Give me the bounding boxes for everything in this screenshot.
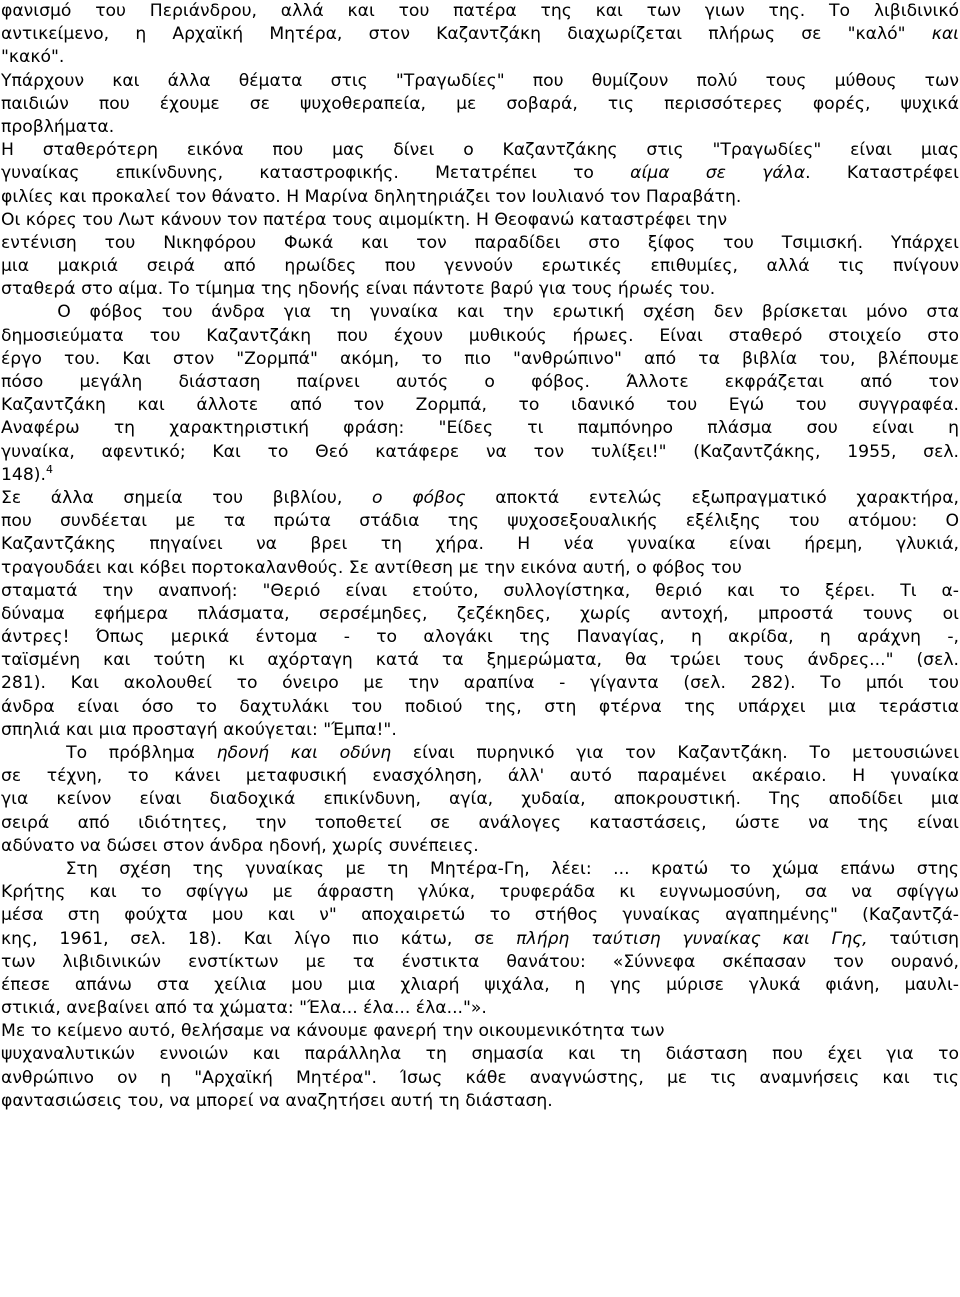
text-line xyxy=(1,301,959,324)
footnote-marker: 4 xyxy=(45,462,53,476)
text-line xyxy=(1,626,959,649)
text-line xyxy=(1,278,959,301)
text-line xyxy=(1,46,959,69)
text-segment: πόσο μεγάλη διάσταση παίρνει αυτός ο φόβος. Άλλοτε εκφράζεται από τον xyxy=(1,372,959,392)
text-line xyxy=(1,487,959,510)
italic-text: και xyxy=(931,24,959,45)
italic-text: ο φόβος xyxy=(371,487,466,508)
text-segment: σειρά από ιδιότητες, την τοποθετεί σε ανάλογες καταστάσεις, ώστε να της είναι xyxy=(1,812,959,833)
text-segment: ανθρώπινο ον η "Αρχαϊκή Μητέρα". Ίσως κάθε αναγνώστης, με τις αναμνήσεις και τις xyxy=(1,1067,959,1088)
text-segment: άνδρα είναι όσο το δαχτυλάκι του ποδιού της, στη φτέρνα της υπάρχει μια τεράστια xyxy=(1,696,959,717)
text-line xyxy=(1,139,959,162)
text-segment: γυναίκας επικίνδυνης, καταστροφικής. Μετατρέπει το xyxy=(1,163,631,184)
text-segment: στικιά, ανεβαίνει από τα χώματα: "Έλα... έλα... έλα..."». xyxy=(1,998,487,1019)
text-line xyxy=(1,162,959,185)
text-line xyxy=(1,1067,959,1090)
text-line xyxy=(1,951,959,974)
text-line xyxy=(1,371,959,394)
text-segment: αποκτά εντελώς εξωπραγματικό χαρακτήρα, xyxy=(465,487,959,508)
text-segment: ψυχαναλυτικών εννοιών και παράλληλα τη σημασία και τη διάσταση που έχει για το xyxy=(1,1044,959,1065)
text-segment: ταϊσμένη και τούτη κι αχόρταγη κατά τα ξημερώματα, θα τρώει τους άνδρες..." (σελ. xyxy=(1,650,959,671)
text-segment: Αναφέρω τη χαρακτηριστική φράση: "Είδες τι παμπόνηρο πλάσμα σου είναι η xyxy=(1,418,959,439)
text-line xyxy=(1,348,959,371)
text-segment: μια μακριά σειρά από ηρωίδες που γεννούν ερωτικές επιθυμίες, αλλά τις πνίγουν xyxy=(1,256,959,277)
text-segment: ταύτιση xyxy=(867,928,959,949)
text-segment: . Καταστρέφει xyxy=(805,163,959,184)
text-line xyxy=(1,116,959,139)
text-segment: Οι κόρες του Λωτ κάνουν τον πατέρα τους αιμομίκτη. Η Θεοφανώ καταστρέφει την xyxy=(1,209,728,230)
text-line xyxy=(1,394,959,417)
text-line xyxy=(1,70,959,93)
text-segment: είναι πυρηνικό για τον Καζαντζάκη. Το μετουσιώνει xyxy=(391,743,960,763)
text-line xyxy=(1,557,959,580)
text-line xyxy=(1,858,959,881)
text-segment: δύναμα εφήμερα πλάσματα, σερσέμηδες, ζεζέκηδες, χωρίς αντοχή, μπροστά τουνς οι xyxy=(1,603,959,624)
text-line xyxy=(1,649,959,672)
text-line xyxy=(1,696,959,719)
text-line xyxy=(1,1090,959,1113)
italic-text: ηδονή και οδύνη xyxy=(216,743,392,763)
text-line xyxy=(1,441,959,464)
text-line xyxy=(1,603,959,626)
text-segment: προβλήματα. xyxy=(1,116,115,137)
text-segment: Η σταθερότερη εικόνα που μας δίνει ο Καζαντζάκης στις "Τραγωδίες" είναι μιας xyxy=(1,140,959,161)
text-line xyxy=(1,812,959,835)
text-segment: Με το κείμενο αυτό, θελήσαμε να κάνουμε φανερή την οικουμενικότητα των xyxy=(1,1021,665,1042)
text-segment: φανισμό του Περιάνδρου, αλλά και του πατέρα της και των γιων της. Το λιβιδινικό xyxy=(1,1,959,21)
text-segment: των λιβιδινικών ενστίκτων με τα ένστικτα θανάτου: «Σύννεφα σκέπασαν τον ουρανό, xyxy=(1,951,959,972)
text-line xyxy=(1,93,959,116)
text-segment: Ο φόβος του άνδρα για τη γυναίκα και την ερωτική σχέση δεν βρίσκεται μόνο στα xyxy=(1,302,960,323)
text-line xyxy=(1,904,959,927)
text-line xyxy=(1,928,959,951)
italic-text: αίμα σε γάλα xyxy=(630,163,806,184)
text-line xyxy=(1,835,959,858)
text-segment: Σε άλλα σημεία του βιβλίου, xyxy=(1,487,372,508)
text-line xyxy=(1,510,959,533)
text-line xyxy=(1,765,959,788)
text-segment: αντικείμενο, η Αρχαϊκή Μητέρα, στον Καζαντζάκη διαχωρίζεται πλήρως σε "καλό" xyxy=(1,24,932,45)
text-segment: 281). Και ακολουθεί το όνειρο με την αραπίνα - γίγαντα (σελ. 282). Το μπόι του xyxy=(1,673,959,694)
text-segment: φιλίες και προκαλεί τον θάνατο. Η Μαρίνα δηλητηριάζει τον Ιουλιανό τον Παραβάτη. xyxy=(1,186,742,207)
text-segment: παιδιών που έχουμε σε ψυχοθεραπεία, με σοβαρά, τις περισσότερες φορές, ψυχικά xyxy=(1,93,959,114)
text-line xyxy=(1,255,959,278)
text-segment: Στη σχέση της γυναίκας με τη Μητέρα-Γη, λέει: ... κρατώ το χώμα επάνω στης xyxy=(1,858,959,879)
text-line xyxy=(1,464,959,487)
text-segment: "κακό". xyxy=(1,47,65,68)
text-line xyxy=(1,881,959,904)
text-segment: Κρήτης και το σφίγγω με άφραστη γλύκα, τρυφεράδα κι ευγνωμοσύνη, σα να σφίγγω xyxy=(1,882,959,903)
text-segment: άντρες! Όπως μερικά έντομα - το αλογάκι της Παναγίας, η ακρίδα, η αράχνη -, xyxy=(1,627,959,648)
text-line xyxy=(1,533,959,556)
text-line xyxy=(1,0,959,23)
text-segment: γυναίκα, αφεντικό; Και το Θεό κατάφερε να τον τυλίξει!" (Καζαντζάκης, 1955, σελ. xyxy=(1,441,959,462)
text-line xyxy=(1,974,959,997)
italic-text: πλήρη ταύτιση γυναίκας και Γης, xyxy=(516,928,868,949)
text-segment: σε τέχνη, το κάνει μεταφυσική ενασχόληση, άλλ' αυτό παραμένει ακέραιο. Η γυναίκα xyxy=(1,766,959,787)
text-segment: τραγουδάει και κόβει πορτοκαλανθούς. Σε αντίθεση με την εικόνα αυτή, ο φόβος του xyxy=(1,557,742,578)
text-segment: έργο του. Και στον "Ζορμπά" ακόμη, το πιο "ανθρώπινο" από τα βιβλία του, βλέπουμε xyxy=(1,348,959,369)
text-line xyxy=(1,719,959,742)
text-segment: που συνδέεται με τα πρώτα στάδια της ψυχοσεξουαλικής εξέλιξης του ατόμου: Ο xyxy=(1,511,959,532)
text-line xyxy=(1,672,959,695)
text-segment: σταματά την αναπνοή: "Θεριό είναι ετούτο, συλλογίστηκα, θεριό και το ξέρει. Τι α- xyxy=(1,580,959,601)
text-segment: έπεσε απάνω στα χείλια μου μια χλιαρή ψιχάλα, η γης μύρισε γλυκά φιάνη, μαυλι- xyxy=(1,974,959,995)
text-segment: Υπάρχουν και άλλα θέματα στις "Τραγωδίες" που θυμίζουν πολύ τους μύθους των xyxy=(1,70,959,91)
text-segment: Καζαντζάκης πηγαίνει να βρει τη χήρα. Η νέα γυναίκα είναι ήρεμη, γλυκιά, xyxy=(1,534,959,555)
text-segment: δημοσιεύματα του Καζαντζάκη που έχουν μυθικούς ήρωες. Είναι σταθερό στοιχείο στο xyxy=(1,325,959,346)
text-line xyxy=(1,788,959,811)
text-line xyxy=(1,580,959,603)
text-line xyxy=(1,325,959,348)
text-segment: κης, 1961, σελ. 18). Και λίγο πιο κάτω, σε xyxy=(1,928,517,949)
text-segment: σταθερά στο αίμα. Το τίμημα της ηδονής είναι πάντοτε βαρύ για τους ήρωές του. xyxy=(1,279,716,300)
text-segment: φαντασιώσεις του, να μπορεί να αναζητήσει αυτή τη διάσταση. xyxy=(1,1090,553,1111)
text-line xyxy=(1,23,959,46)
text-segment: Καζαντζάκη και άλλοτε από τον Ζορμπά, το ιδανικό του Εγώ του συγγραφέα. xyxy=(1,395,959,416)
text-line xyxy=(1,232,959,255)
text-line xyxy=(1,1043,959,1066)
text-segment: 148). xyxy=(1,464,46,485)
text-line xyxy=(1,1020,959,1043)
text-line xyxy=(1,742,959,765)
text-segment: μέσα στη φούχτα μου και ν" αποχαιρετώ το στήθος γυναίκας αγαπημένης" (Καζαντζά- xyxy=(1,905,959,926)
text-line xyxy=(1,417,959,440)
text-segment: εντένιση του Νικηφόρου Φωκά και τον παραδίδει στο ξίφος του Τσιμισκή. Υπάρχει xyxy=(1,232,959,253)
text-line xyxy=(1,997,959,1020)
text-line xyxy=(1,186,959,209)
text-segment: για κείνον είναι διαδοχικά επικίνδυνη, αγία, χυδαία, αποκρουστική. Της αποδίδει μια xyxy=(1,789,959,810)
text-segment: σπηλιά και μια προσταγή ακούγεται: "Έμπα!". xyxy=(1,719,397,740)
text-segment: Το πρόβλημα xyxy=(1,743,217,763)
text-line xyxy=(1,209,959,232)
text-segment: αδύνατο να δώσει στον άνδρα ηδονή, χωρίς συνέπειες. xyxy=(1,835,479,856)
